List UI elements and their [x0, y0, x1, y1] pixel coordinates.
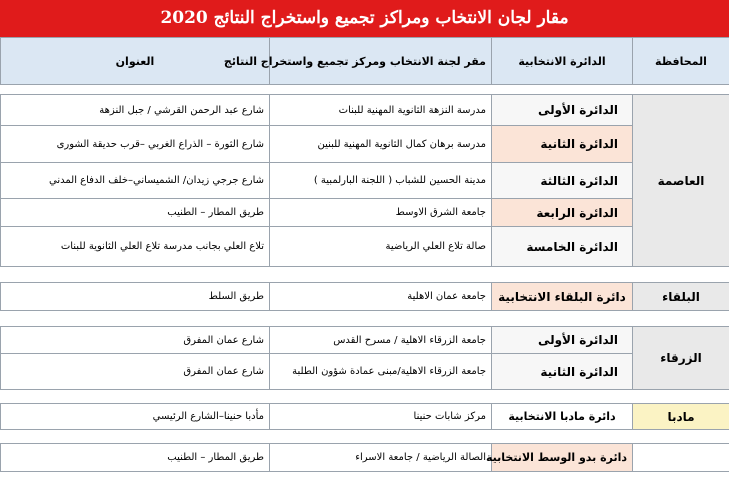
- centers-table: [0, 37, 729, 472]
- address-cell: طريق المطار – الطنيب: [1, 444, 270, 472]
- table-row: [1, 126, 729, 163]
- center-cell: مدرسة النزهة الثانوية المهنية للبنات: [270, 95, 492, 126]
- table-row: [1, 95, 729, 126]
- spacer-row: [1, 85, 729, 95]
- district-cell: الدائرة الأولى: [492, 95, 633, 126]
- spacer-row: [1, 390, 729, 404]
- table-row: [1, 354, 729, 390]
- center-cell: جامعة الزرقاء الاهلية / مسرح القدس: [270, 327, 492, 354]
- header-row: [1, 38, 729, 85]
- center-cell: مركز شابات حنينا: [270, 404, 492, 430]
- table-row: [1, 327, 729, 354]
- header-district: الدائرة الانتخابية: [492, 38, 633, 85]
- address-cell: طريق المطار – الطنيب: [1, 199, 270, 227]
- address-cell: شارع الثورة – الذراع الغربي –قرب حديقة الشورى: [1, 126, 270, 163]
- address-cell: تلاع العلي بجانب مدرسة تلاع العلي الثانوية للبنات: [1, 227, 270, 267]
- header-center: مقر لجنة الانتخاب ومركز تجميع واستخراج النتائج: [270, 38, 492, 85]
- district-cell: دائرة البلقاء الانتخابية: [492, 283, 633, 311]
- center-cell: صالة تلاع العلي الرياضية: [270, 227, 492, 267]
- table-row: [1, 283, 729, 311]
- district-cell: الدائرة الخامسة: [492, 227, 633, 267]
- address-cell: شارع عمان المفرق: [1, 327, 270, 354]
- address-cell: مأدبا حنينا–الشارع الرئيسي: [1, 404, 270, 430]
- governorate-madaba: مادبا: [633, 404, 729, 430]
- table-row: [1, 227, 729, 267]
- spacer-row: [1, 311, 729, 327]
- center-cell: مدينة الحسين للشباب ( اللجنة البارلمبية ): [270, 163, 492, 199]
- governorate-empty: [633, 444, 729, 472]
- district-cell: الدائرة الثالثة: [492, 163, 633, 199]
- center-cell: مدرسة برهان كمال الثانوية المهنية للبنين: [270, 126, 492, 163]
- district-cell: الدائرة الرابعة: [492, 199, 633, 227]
- address-cell: شارع عمان المفرق: [1, 354, 270, 390]
- governorate-zarqa: الزرقاء: [633, 327, 729, 390]
- header-address: العنوان: [1, 38, 270, 85]
- district-cell: دائرة مادبا الانتخابية: [492, 404, 633, 430]
- address-cell: شارع جرجي زيدان/ الشميساني–خلف الدفاع المدني: [1, 163, 270, 199]
- table-row: [1, 199, 729, 227]
- district-cell: الدائرة الثانية: [492, 126, 633, 163]
- address-cell: شارع عبد الرحمن القرشي / جبل النزهة: [1, 95, 270, 126]
- spacer-row: [1, 267, 729, 283]
- header-governorate: المحافظة: [633, 38, 729, 85]
- district-cell: الدائرة الأولى: [492, 327, 633, 354]
- address-cell: طريق السلط: [1, 283, 270, 311]
- center-cell: جامعة الشرق الاوسط: [270, 199, 492, 227]
- center-cell: الصالة الرياضية / جامعة الاسراء: [270, 444, 492, 472]
- table-row: [1, 163, 729, 199]
- center-cell: جامعة الزرقاء الاهلية/مبنى عمادة شؤون الطلبة: [270, 354, 492, 390]
- governorate-balqa: البلقاء: [633, 283, 729, 311]
- spacer-row: [1, 430, 729, 444]
- district-cell: الدائرة الثانية: [492, 354, 633, 390]
- page-title: مقار لجان الانتخاب ومراكز تجميع واستخراج النتائج 2020: [0, 0, 729, 37]
- governorate-capital: العاصمة: [633, 95, 729, 267]
- table-row: [1, 444, 729, 472]
- district-cell: دائرة بدو الوسط الانتخابية: [492, 444, 633, 472]
- table-row: [1, 404, 729, 430]
- center-cell: جامعة عمان الاهلية: [270, 283, 492, 311]
